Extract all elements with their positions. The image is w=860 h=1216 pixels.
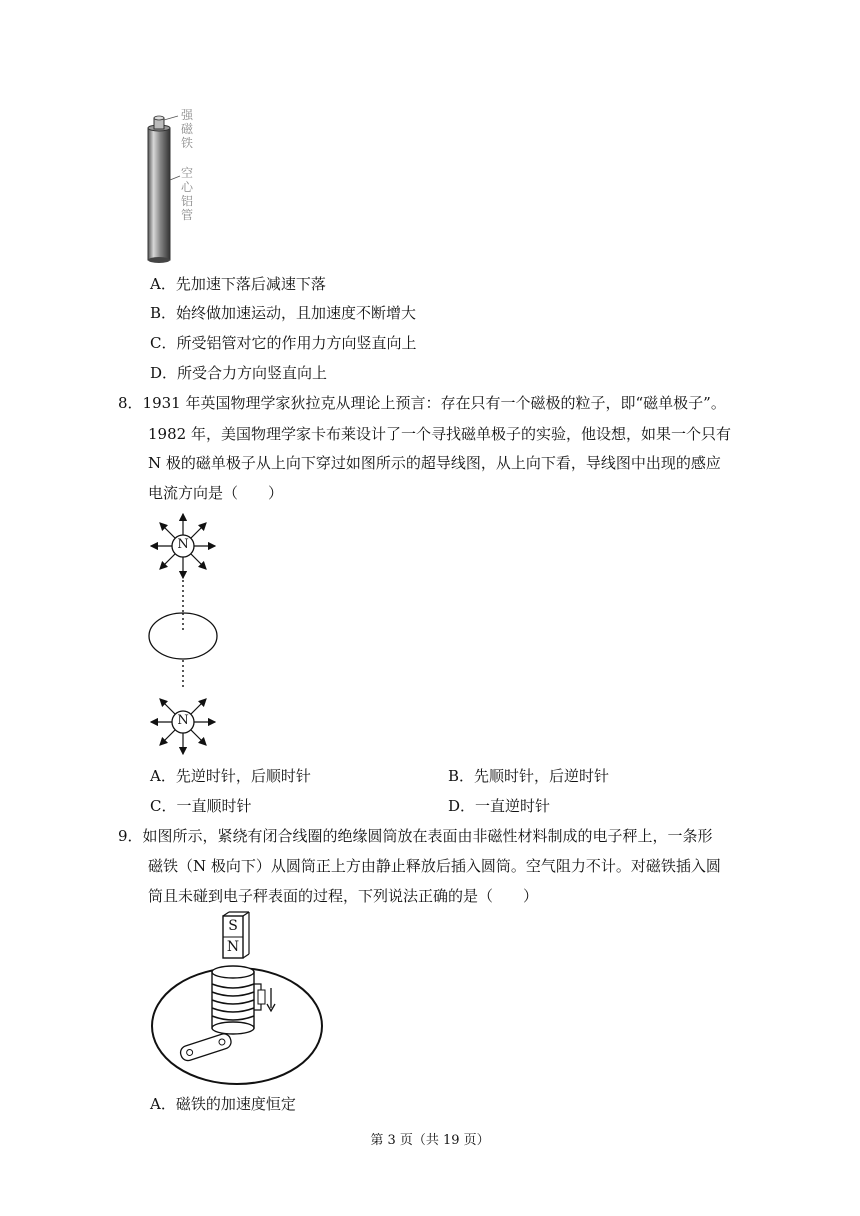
q8-option-d: D．一直逆时针 [448, 797, 551, 815]
q7-tube-label: 空心铝管 [181, 166, 194, 222]
q8-option-b: B．先顺时针，后逆时针 [448, 767, 610, 785]
q9-option-a: A．磁铁的加速度恒定 [150, 1095, 296, 1113]
q9-line-1: 9．如图所示，紧绕有闭合线圈的绝缘圆筒放在表面由非磁性材料制成的电子秤上，一条形 [118, 827, 713, 845]
q7-magnet-label: 强磁铁 [181, 108, 194, 150]
q7-tube-figure [140, 110, 210, 265]
q8-option-a: A．先逆时针，后顺时针 [150, 767, 311, 785]
q9-scale-figure [145, 910, 330, 1090]
q9-line-2: 磁铁（N 极向下）从圆筒正上方由静止释放后插入圆筒。空气阻力不计。对磁铁插入圆 [148, 857, 721, 875]
q8-line-3: N 极的磁单极子从上向下穿过如图所示的超导线图，从上向下看，导线图中出现的感应 [148, 454, 721, 472]
q9-magnet-n-label: N [226, 939, 240, 955]
q7-option-d: D．所受合力方向竖直向上 [150, 364, 328, 382]
q8-line-4: 电流方向是（ ） [148, 484, 284, 502]
q8-option-c: C．一直顺时针 [150, 797, 252, 815]
q7-option-a: A．先加速下落后减速下落 [150, 275, 326, 293]
q9-line-3: 筒且未碰到电子秤表面的过程，下列说法正确的是（ ） [148, 887, 539, 905]
q7-option-b: B．始终做加速运动，且加速度不断增大 [150, 304, 417, 322]
q8-line-2: 1982 年，美国物理学家卡布莱设计了一个寻找磁单极子的实验，他设想，如果一个只有 [148, 425, 731, 443]
q8-line-1: 8．1931 年英国物理学家狄拉克从理论上预言：存在只有一个磁极的粒子，即“磁单极子”。 [118, 394, 726, 412]
q8-bottom-pole-label: N [177, 713, 189, 728]
q7-option-c: C．所受铝管对它的作用力方向竖直向上 [150, 334, 417, 352]
q9-magnet-s-label: S [228, 918, 238, 934]
page-number-footer: 第 3 页（共 19 页） [370, 1133, 490, 1148]
q8-top-pole-label: N [177, 537, 189, 552]
